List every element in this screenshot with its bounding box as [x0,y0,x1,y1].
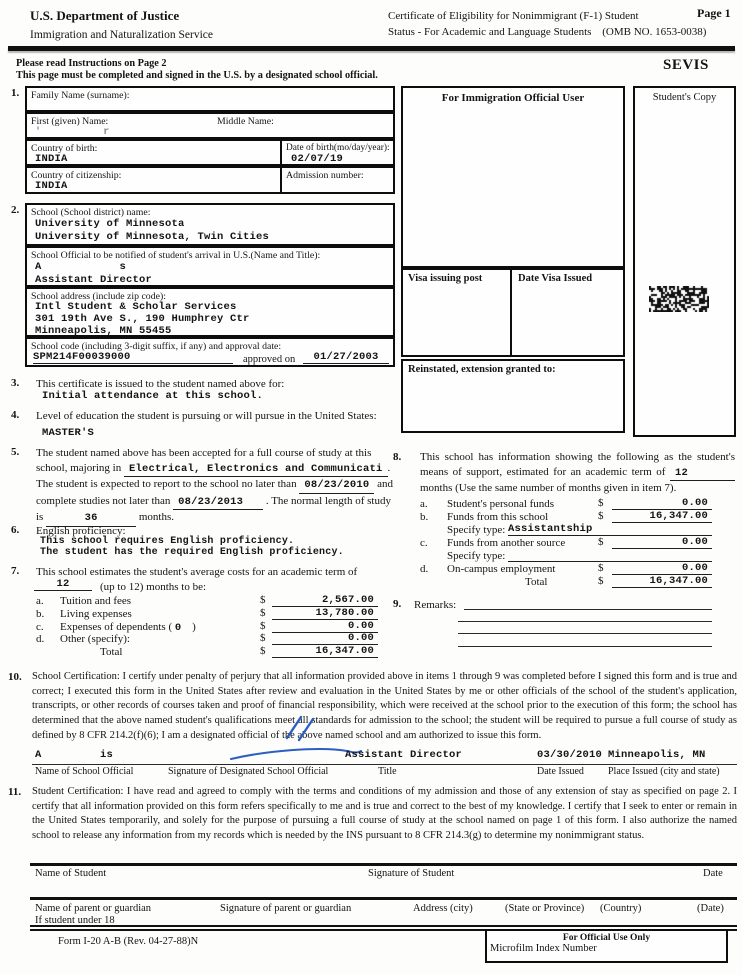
item7-intro1: This school estimates the student's average costs for an academic term of [36,566,358,578]
item8-intro [420,450,735,496]
item4-value: MASTER'S [42,427,95,439]
item8-row-c-amount: 0.00 [612,536,712,549]
label-name-of-student: Name of Student [35,868,107,879]
label-if-under-18: If student under 18 [35,915,115,926]
item7-row-d-letter: d. [36,633,45,645]
label-state-province: (State or Province) [505,903,585,914]
item5-text2: The student is expected to report to the school no later than [36,478,297,490]
item8-total-dollar: $ [598,575,604,587]
item2-number: 2. [11,204,20,216]
school-official-title: Assistant Director [35,274,153,286]
remarks-line-1 [464,608,712,610]
label-place-issued: Place Issued (city and state) [608,766,720,777]
item8-intro1: This school has information showing the following as the student's means of support, estimated for an academic term of [420,451,735,478]
admission-number-label: Admission number: [286,170,364,181]
item10-number: 10. [8,671,22,683]
citizenship-value: INDIA [35,180,68,192]
item3-label: This certificate is issued to the student named above for: [36,378,285,390]
students-copy-label: Student's Copy [652,92,717,103]
birth-country-value: INDIA [35,153,68,165]
item8-row-c-letter: c. [420,537,428,549]
item7-row-a-label: Tuition and fees [60,595,132,607]
citizenship-label: Country of citizenship: [31,170,122,181]
item9-label: Remarks: [414,599,457,611]
item7-row-c-dollar: $ [260,620,266,632]
guardian-row-top-rule [30,897,737,900]
birth-country-dob-row [25,139,395,166]
agency-title: U.S. Department of Justice [30,8,180,23]
item8-row-b-dollar: $ [598,510,604,522]
official-use-title: For Official Use Only [562,933,651,943]
item8-total-label: Total [525,576,548,588]
item8-total-amount: 16,347.00 [612,575,712,588]
immigration-official-title: For Immigration Official User [441,92,585,104]
item5-text4: . The normal length of study is [36,494,391,523]
birth-country-label: Country of birth: [31,143,98,154]
school-name-label: School (School district) name: [31,207,151,218]
item7-row-a-dollar: $ [260,594,266,606]
item6-line2: The student has the required English proficiency. [40,547,344,558]
item7-row-c-letter: c. [36,621,44,633]
label-parent-signature: Signature of parent or guardian [220,903,352,914]
item5-number: 5. [11,446,20,458]
label-country: (Country) [600,903,642,914]
item7-row-c-suffix: ) [192,621,196,633]
label-student-date: Date [703,868,723,879]
form-title-line2-text: Status - For Academic and Language Students [388,26,592,38]
student-row-rule [30,863,737,866]
approved-on-value: 01/27/2003 [303,351,389,364]
visa-issuing-post-label: Visa issuing post [408,273,483,284]
item7-row-b-letter: b. [36,608,45,620]
school-code-field [25,337,395,367]
item7-months-value: 12 [34,578,92,591]
item8-row-b-amount: 16,347.00 [612,510,712,523]
item7-row-b-amount: 13,780.00 [272,607,378,620]
family-name-field [25,86,395,112]
item7-row-c-label-text: Expenses of dependents ( [60,621,173,633]
birth-row-divider [280,141,282,164]
item8-row-d-dollar: $ [598,562,604,574]
item6-number: 6. [11,524,20,536]
label-parent-name: Name of parent or guardian [35,903,152,914]
immigration-official-box [401,86,625,268]
instructions-line2: This page must be completed and signed in the U.S. by a designated school official. [16,70,378,81]
item5-length-months: 36 [46,511,136,527]
label-title: Title [378,766,397,777]
microfilm-label: Microfilm Index Number [490,943,597,954]
item8-number: 8. [393,451,402,463]
item7-row-b-label: Living expenses [60,608,132,620]
dob-value: 02/07/19 [291,153,344,165]
remarks-line-3 [458,632,712,634]
agency-subtitle: Immigration and Naturalization Service [30,29,213,41]
label-address-city: Address (city) [413,903,473,914]
item5-text3: and complete studies not later than [36,478,393,507]
item6-label: English proficiency: [36,525,126,537]
sevis-label: SEVIS [663,57,709,73]
school-official-name: A s [35,261,127,273]
item1-number: 1. [11,87,20,99]
label-date-issued: Date Issued [537,766,584,777]
school-official-field [25,246,395,287]
item8-row-b-specify-label: Specify type: [447,524,506,536]
item8-row-b-letter: b. [420,511,429,523]
school-name-field [25,203,395,246]
item8-row-c-specify-label: Specify type: [447,550,506,562]
family-name-label: Family Name (surname): [31,90,130,101]
item10-paragraph: School Certification: I certify under penalty of perjury that all information provided above in items 1 through 9 was completed before I signed this form and is true and correct; I executed this form in the United States after review and evaluation in the United States by me or other officials of the school of the student's application, transcripts, or other records of courses taken and proof of financial responsibility, which were received at the school prior to the execution of this form; the school has determined that the above named student's qualifications meet all standards for admission to the school; the student will be required to pursue a full course of study as defined by 8 CFR 214.2(f)(6); I am a designated official of the above named school and am authorized to issue this form. [32,671,737,741]
item7-row-d-dollar: $ [260,632,266,644]
item8-row-c-dollar: $ [598,536,604,548]
item7-total-dollar: $ [260,645,266,657]
item7-cost-table [36,594,382,660]
item5-text5: months. [138,511,174,523]
item5-paragraph [36,446,398,527]
item5-major-value: Electrical, Electronics and Communicati [124,462,388,478]
item7-total-label: Total [100,646,123,658]
item8-row-a-letter: a. [420,498,428,510]
citizenship-admission-row [25,166,395,194]
school-address-line3: Minneapolis, MN 55455 [35,325,172,337]
item4-label: Level of education the student is pursuing or will pursue in the United States: [36,410,377,422]
official-name-value: A is [35,749,114,761]
item7-row-d-label: Other (specify): [60,633,130,645]
omb-number: (OMB NO. 1653-0038) [602,26,707,38]
item7-dependents-count: 0 [174,622,182,634]
label-name-of-school-official: Name of School Official [35,766,134,777]
item5-text1: The student named above has been accepted for a full course of study at this school, majoring in [36,447,372,474]
reinstated-box [401,359,625,433]
reinstated-label: Reinstated, extension granted to: [408,364,556,375]
item5-report-date: 08/23/2010 [299,478,374,494]
header-divider [8,46,735,51]
item7-row-a-amount: 2,567.00 [272,594,378,607]
label-signature-of-student: Signature of Student [368,868,455,879]
official-title-value: Assistant Director [345,749,463,761]
label-signature-of-dso: Signature of Designated School Official [168,766,329,777]
first-middle-name-field [25,112,395,139]
item8-row-a-dollar: $ [598,497,604,509]
date-visa-issued-label: Date Visa Issued [518,273,593,284]
item8-row-d-label: On-campus employment [447,563,556,575]
item7-row-a-letter: a. [36,595,44,607]
school-address-line2: 301 19th Ave S., 190 Humphrey Ctr [35,313,250,325]
form-number: Form I-20 A-B (Rev. 04-27-88)N [58,936,199,947]
date-issued-value: 03/30/2010 [537,749,603,761]
item8-row-a-label: Student's personal funds [447,498,555,510]
item8-funds-table [420,497,720,589]
students-copy-box [633,86,736,437]
place-issued-value: Minneapolis, MN [608,749,706,761]
label-guardian-date: (Date) [697,903,724,914]
school-address-line1: Intl Student & Scholar Services [35,301,237,313]
item7-row-d-amount: 0.00 [272,632,378,645]
item5-complete-date: 08/23/2013 [173,495,263,511]
remarks-line-4 [458,645,712,647]
item5-dot: . [387,461,391,474]
visa-row-box [401,268,625,357]
item4-number: 4. [11,409,20,421]
approved-on-label: approved on [243,354,296,365]
item8-intro2: months (Use the same number of months given in item 7). [420,482,677,494]
visa-cell-divider [510,270,512,355]
item7-row-c-amount: 0.00 [272,620,378,633]
item8-row-c-specify-value [508,549,712,562]
school-address-field [25,287,395,337]
official-use-box [485,929,728,963]
school-name-line1: University of Minnesota [35,218,185,230]
item8-row-d-amount: 0.00 [612,562,712,575]
form-title-line2 [388,26,706,38]
school-official-label: School Official to be notified of student's arrival in U.S.(Name and Title): [31,250,321,261]
form-title-line1: Certificate of Eligibility for Nonimmigrant (F-1) Student [388,10,639,22]
item8-months-value: 12 [670,466,735,482]
item7-intro2: (up to 12) months to be: [100,581,207,593]
barcode-redaction [649,286,709,312]
remarks-line-2 [458,620,712,622]
item8-row-c-label: Funds from another source [447,537,566,549]
item3-value: Initial attendance at this school. [42,390,264,402]
item8-row-a-amount: 0.00 [612,497,712,510]
signature-row-rule [32,763,737,765]
middle-name-label: Middle Name: [217,116,274,127]
item11-number: 11. [8,786,22,798]
first-name-value: ' r [35,127,110,138]
item9-number: 9. [393,598,402,610]
item8-row-b-label: Funds from this school [447,511,549,523]
school-code-label: School code (including 3-digit suffix, if any) and approval date: [31,341,282,352]
item3-number: 3. [11,377,20,389]
item11-paragraph: Student Certification: I have read and agreed to comply with the terms and conditions of my admission and those of any extension of stay as specified on page 2. I certify that all information provided on this form refers specifically to me and is true and correct to the best of my knowledge. I certify that I seek to enter or remain in the United States temporarily, and solely for the purpose of pursuing a full course of study at the school named on page 1 of this form. I also authorize the named school to release any information from my records which is needed by the INS pursuant to 8 CFR 214.3(g) to determine my nonimmigrant status. [32,786,737,841]
citizenship-row-divider [280,168,282,192]
first-name-label: First (given) Name: [31,116,109,127]
item7-row-b-dollar: $ [260,607,266,619]
item8-row-b-specify-value: Assistantship [508,523,712,536]
school-address-label: School address (include zip code): [31,291,166,302]
item7-total-amount: 16,347.00 [272,645,378,658]
dob-label: Date of birth(mo/day/year): [286,143,390,153]
item6-line1: This school requires English proficiency. [40,536,295,547]
page-number: Page 1 [697,6,731,20]
item7-number: 7. [11,565,20,577]
school-name-line2: University of Minnesota, Twin Cities [35,231,270,243]
item8-row-d-letter: d. [420,563,429,575]
instructions-line1: Please read Instructions on Page 2 [16,58,167,69]
school-code-value: SPM214F00039000 [33,351,233,364]
